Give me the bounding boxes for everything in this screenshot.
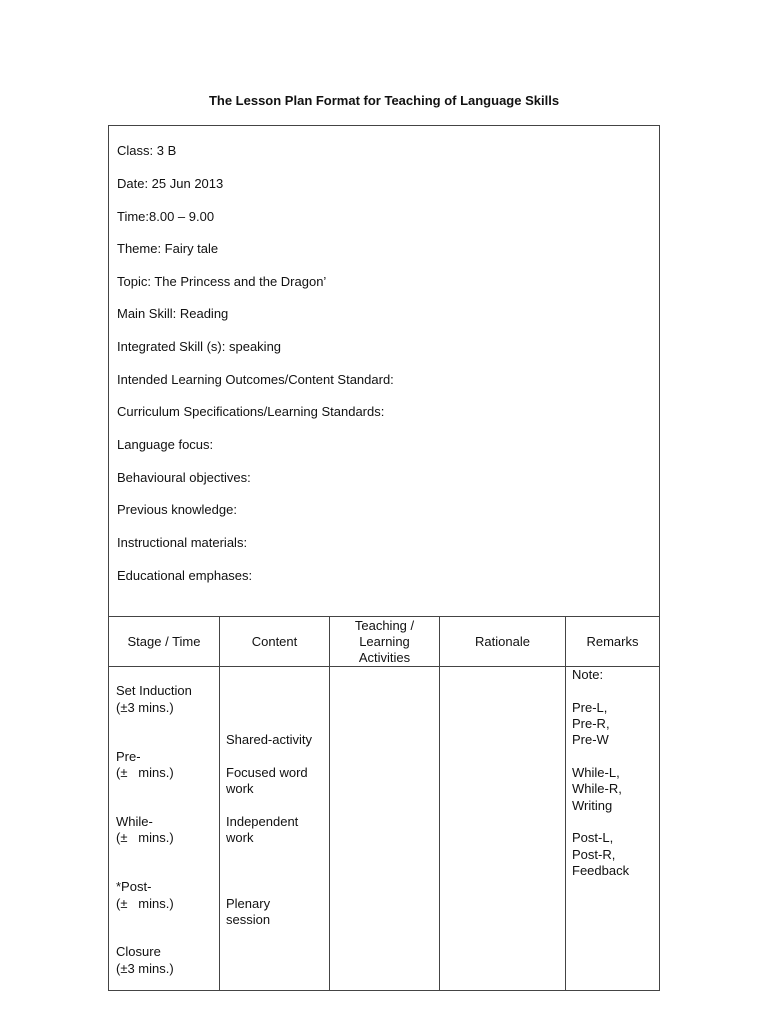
remarks-while-r: While-R, [572, 781, 622, 796]
theme-field: Theme: Fairy tale [117, 241, 219, 256]
content-independent-line-1: Independent [226, 814, 299, 829]
remarks-post-l: Post-L, [572, 830, 614, 845]
column-divider [565, 616, 566, 990]
content-independent-line-2: work [226, 830, 254, 845]
remarks-writing: Writing [572, 798, 613, 813]
stage-set-induction: Set Induction [116, 683, 192, 698]
header-rationale [440, 617, 565, 666]
content-shared-activity: Shared-activity [226, 732, 312, 747]
learning-outcomes-field: Intended Learning Outcomes/Content Standard: [117, 372, 394, 387]
header-stage-time-label: Stage / Time [127, 633, 201, 649]
previous-knowledge-field: Previous knowledge: [117, 502, 237, 517]
header-stage-time [109, 617, 219, 666]
content-plenary-line-1: Plenary [226, 896, 271, 911]
educational-emphases-field: Educational emphases: [117, 568, 253, 583]
stage-while-time: (± mins.) [116, 830, 174, 845]
behavioural-objectives-field: Behavioural objectives: [117, 470, 251, 485]
main-skill-field: Main Skill: Reading [117, 306, 229, 321]
stage-while: While- [116, 814, 153, 829]
stage-post: *Post- [116, 879, 152, 894]
remarks-feedback: Feedback [572, 863, 630, 878]
content-focused-word-line-2: work [226, 781, 254, 796]
header-rationale-label: Rationale [475, 633, 530, 649]
remarks-post-r: Post-R, [572, 847, 616, 862]
lesson-info-section [117, 126, 651, 616]
stage-pre: Pre- [116, 749, 141, 764]
document-title: The Lesson Plan Format for Teaching of Language Skills [208, 93, 560, 108]
instructional-materials-field: Instructional materials: [117, 535, 248, 550]
header-content [220, 617, 329, 666]
header-teaching-activities [330, 617, 439, 666]
header-remarks [566, 617, 659, 666]
remarks-pre-l: Pre-L, [572, 700, 608, 715]
time-field: Time:8.00 – 9.00 [117, 209, 215, 224]
stage-closure: Closure [116, 944, 161, 959]
content-plenary-line-2: session [226, 912, 271, 927]
column-divider [329, 616, 330, 990]
integrated-skills-field: Integrated Skill (s): speaking [117, 339, 282, 354]
header-teaching-line-3: Activities [358, 649, 411, 665]
remarks-pre-w: Pre-W [572, 732, 609, 747]
header-teaching-line-2: Learning [359, 633, 410, 649]
topic-field: Topic: The Princess and the Dragon’ [117, 274, 327, 289]
lesson-plan-table [108, 125, 660, 991]
remarks-pre-r: Pre-R, [572, 716, 610, 731]
column-divider [219, 616, 220, 990]
stage-closure-time: (±3 mins.) [116, 961, 174, 976]
class-field: Class: 3 B [117, 143, 177, 158]
header-remarks-label: Remarks [586, 633, 639, 649]
stage-pre-time: (± mins.) [116, 765, 174, 780]
stage-set-induction-time: (±3 mins.) [116, 700, 174, 715]
header-content-label: Content [251, 633, 298, 649]
curriculum-specs-field: Curriculum Specifications/Learning Standards: [117, 404, 385, 419]
remarks-while-l: While-L, [572, 765, 620, 780]
remarks-note: Note: [572, 667, 604, 682]
language-focus-field: Language focus: [117, 437, 214, 452]
date-field: Date: 25 Jun 2013 [117, 176, 224, 191]
header-teaching-line-1: Teaching / [354, 617, 415, 633]
content-focused-word-line-1: Focused word [226, 765, 308, 780]
stage-post-time: (± mins.) [116, 896, 174, 911]
column-divider [439, 616, 440, 990]
